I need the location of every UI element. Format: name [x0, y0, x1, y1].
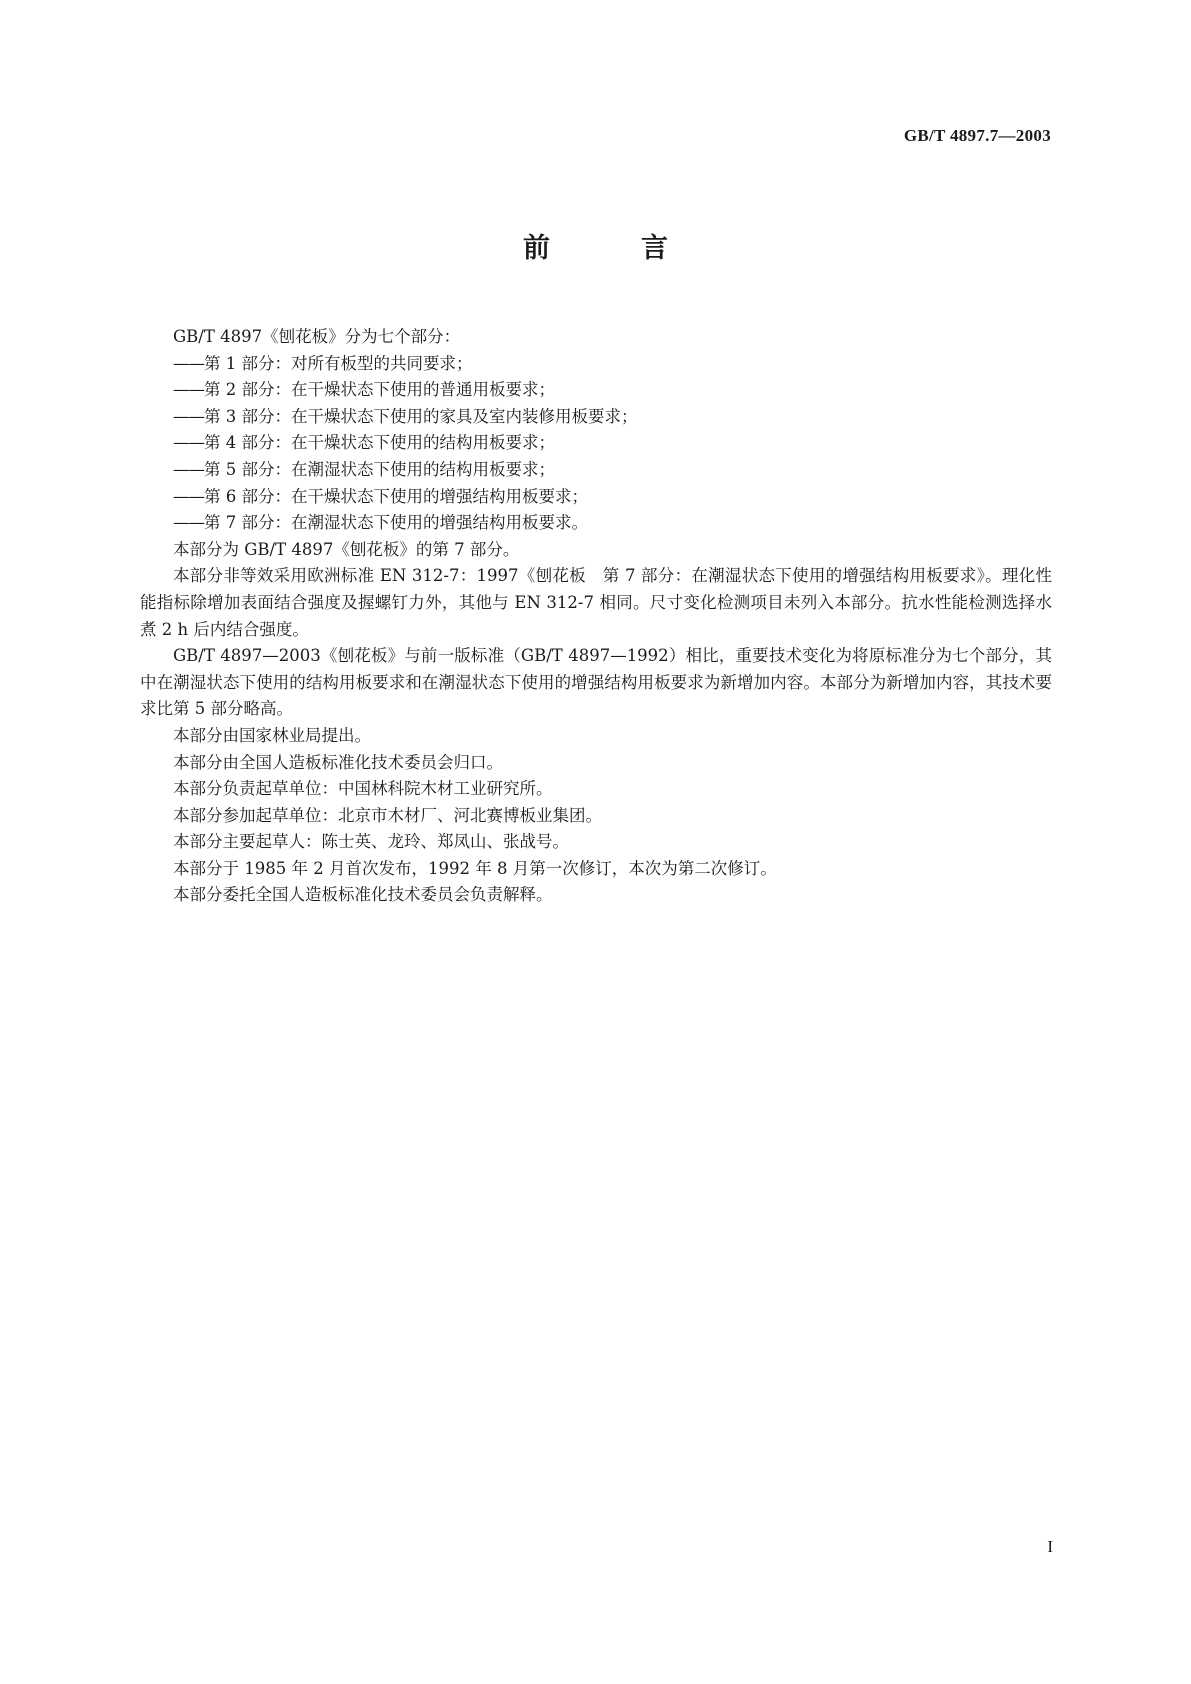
part-item-5 [140, 457, 1052, 484]
part-text: 第 4 部分：在干燥状态下使用的结构用板要求； [204, 433, 555, 453]
page-number: I [1047, 1537, 1053, 1556]
standard-code: GB/T 4897.7—2003 [903, 126, 1051, 145]
part-text: 第 1 部分：对所有板型的共同要求； [204, 353, 473, 373]
part-item-2 [140, 377, 1052, 404]
paragraph-centralized: 本部分由全国人造板标准化技术委员会归口。 [173, 752, 503, 772]
part-item-1 [140, 351, 1052, 378]
part-text: 第 6 部分：在干燥状态下使用的增强结构用板要求； [204, 486, 588, 506]
page-title: 前 言 [523, 233, 700, 264]
dash: —— [173, 513, 204, 533]
paragraph-adoption: 本部分非等效采用欧洲标准 EN 312-7：1997《刨花板 第 7 部分：在潮湿状态下使用的增强结构用板要求》。理化性能指标除增加表面结合强度及握螺钉力外，其他与 EN 312-7 相同。尺寸变化检测项目未列入本部分。抗水性能检测选择水煮 2 h 后内结合强度。 [140, 566, 1052, 639]
paragraph-drafters: 本部分主要起草人：陈士英、龙玲、郑凤山、张战号。 [173, 832, 569, 852]
intro-line: GB/T 4897《刨花板》分为七个部分： [173, 327, 461, 346]
paragraph-proposer: 本部分由国家林业局提出。 [173, 725, 371, 745]
dash: —— [173, 380, 204, 400]
part-item-4 [140, 430, 1052, 457]
part-item-7 [140, 510, 1052, 537]
part-item-3 [140, 404, 1052, 431]
paragraph-participating-units: 本部分参加起草单位：北京市木材厂、河北赛博板业集团。 [173, 805, 602, 825]
dash: —— [173, 353, 204, 373]
paragraph-changes: GB/T 4897—2003《刨花板》与前一版标准（GB/T 4897—1992）相比，重要技术变化为将原标准分为七个部分，其中在潮湿状态下使用的结构用板要求和在潮湿状态下使用的增强结构用板要求为新增加内容。本部分为新增加内容，其技术要求比第 5 部分略高。 [140, 646, 1052, 719]
dash: —— [173, 486, 204, 506]
paragraph-history: 本部分于 1985 年 2 月首次发布，1992 年 8 月第一次修订，本次为第二次修订。 [173, 858, 777, 878]
dash: —— [173, 433, 204, 453]
paragraph-part-statement: 本部分为 GB/T 4897《刨花板》的第 7 部分。 [173, 539, 520, 559]
paragraph-drafting-unit: 本部分负责起草单位：中国林科院木材工业研究所。 [173, 779, 553, 799]
part-text: 第 7 部分：在潮湿状态下使用的增强结构用板要求。 [204, 513, 588, 533]
part-text: 第 5 部分：在潮湿状态下使用的结构用板要求； [204, 459, 555, 479]
part-text: 第 3 部分：在干燥状态下使用的家具及室内装修用板要求； [204, 406, 638, 426]
part-text: 第 2 部分：在干燥状态下使用的普通用板要求； [204, 380, 555, 400]
part-item-6 [140, 484, 1052, 511]
dash: —— [173, 406, 204, 426]
dash: —— [173, 459, 204, 479]
paragraph-interpretation: 本部分委托全国人造板标准化技术委员会负责解释。 [173, 885, 553, 905]
foreword-body [140, 324, 1052, 909]
